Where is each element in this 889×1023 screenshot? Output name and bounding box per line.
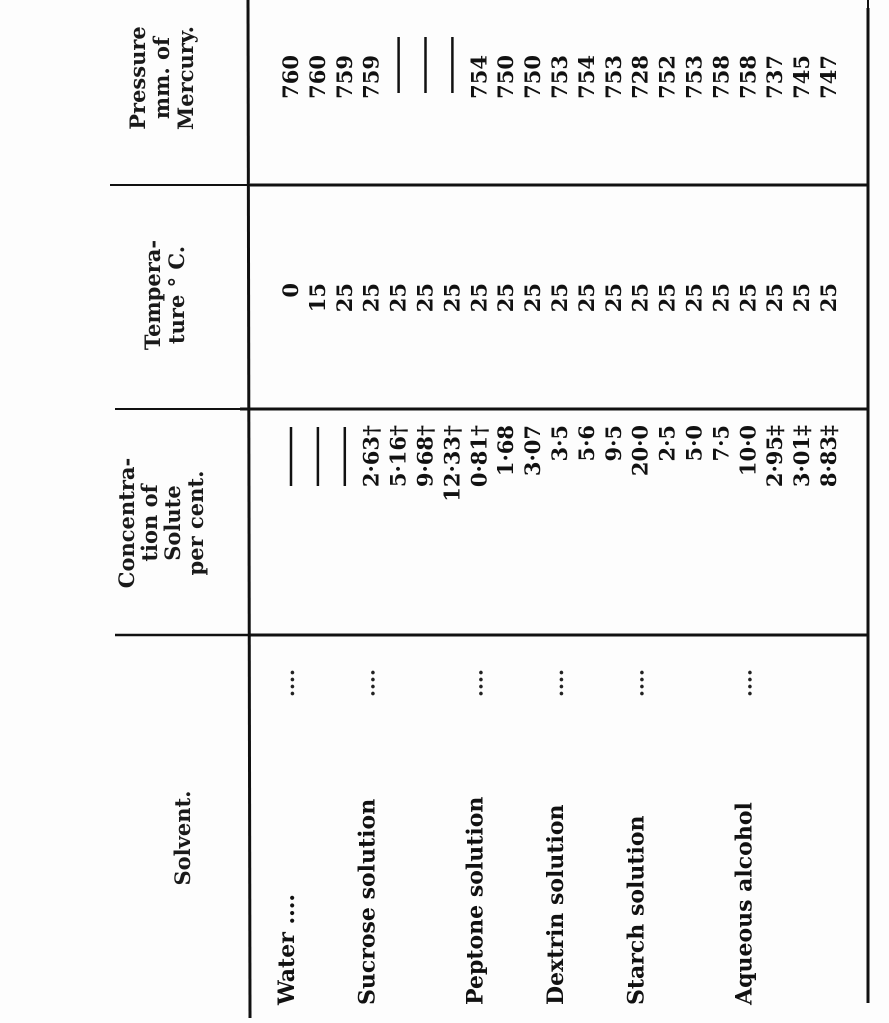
concentration-value: 3·5 [547, 425, 572, 462]
solvent-label: Peptone solution [462, 796, 489, 1005]
pressure-value: 759 [331, 55, 357, 99]
concentration-value: 2·63† [358, 425, 384, 488]
header-pressure [125, 26, 198, 130]
concentration-value: 5·16† [385, 425, 411, 488]
pressure-value: 750 [493, 55, 519, 99]
pressure-value: 759 [358, 55, 384, 99]
concentration-value: 10·0 [735, 425, 761, 477]
concentration-value: 3·07 [520, 425, 546, 477]
header-temperature [140, 240, 189, 350]
pressure-value: 753 [547, 55, 572, 99]
concentration-value: 2·95‡ [762, 425, 788, 488]
concentration-value: — [304, 433, 330, 454]
temperature-value: 25 [789, 283, 815, 313]
concentration-value: 0·81† [466, 425, 492, 488]
dot-leader: .... [463, 669, 488, 697]
temperature-value: 25 [385, 283, 411, 313]
temperature-value: 25 [816, 283, 841, 313]
temperature-value: 25 [412, 283, 438, 313]
solvent-label: Starch solution [623, 815, 650, 1005]
concentration-value: 8·83‡ [816, 425, 841, 488]
temperature-value: 25 [735, 283, 761, 313]
concentration-value: 9·68† [412, 425, 438, 488]
temperature-value: 25 [654, 283, 680, 313]
concentration-value: 2·5 [654, 425, 680, 462]
header-concentration-line: per cent. [183, 470, 208, 576]
dot-leader: .... [275, 669, 299, 697]
pressure-value: 753 [681, 55, 707, 99]
pressure-value: 758 [708, 55, 734, 99]
header-pressure-line: Mercury. [173, 26, 198, 130]
solvent-label: Dextrin solution [543, 804, 569, 1005]
pressure-value: 747 [816, 55, 841, 99]
temperature-value: 25 [358, 283, 384, 313]
concentration-value: 9·5 [600, 425, 626, 462]
pressure-value: — [385, 55, 411, 76]
temperature-value: 25 [493, 283, 519, 313]
concentration-value: 7·5 [708, 425, 734, 462]
dot-leader: .... [355, 669, 380, 697]
header-concentration [114, 458, 208, 589]
header-temperature-line: ture ° C. [164, 245, 189, 345]
temperature-value: 25 [466, 283, 492, 313]
temperature-value: 25 [600, 283, 626, 313]
temperature-value: 0 [278, 283, 303, 298]
dot-leader: .... [732, 669, 757, 697]
concentration-value: 5·0 [681, 425, 707, 462]
temperature-value: 25 [573, 283, 599, 313]
header-pressure-line: Pressure [125, 26, 150, 130]
pressure-value: — [412, 55, 438, 76]
header-pressure-line: mm. of [149, 36, 174, 120]
table-body [274, 37, 841, 1006]
dot-leader: .... [624, 669, 649, 697]
temperature-value: 25 [681, 283, 707, 313]
header-rule [248, 0, 250, 1018]
pressure-value: 750 [520, 55, 546, 99]
header-temperature-line: Tempera- [140, 239, 165, 351]
header-concentration-line: Solute [160, 485, 185, 561]
pressure-value: 745 [789, 55, 815, 99]
concentration-value: 20·0 [627, 425, 653, 477]
pressure-value: 758 [735, 55, 761, 99]
concentration-value: 1·68 [493, 425, 519, 477]
pressure-value: 737 [762, 55, 788, 99]
concentration-value: 5·6 [573, 425, 599, 462]
pressure-value: — [439, 55, 465, 76]
pressure-value: 760 [278, 55, 303, 99]
table-content [110, 0, 868, 1018]
pressure-value: 760 [304, 55, 330, 99]
temperature-value: 15 [304, 283, 330, 313]
header-concentration-line: tion of [137, 484, 162, 562]
temperature-value: 25 [762, 283, 788, 313]
solvent-label: Water .... [274, 893, 300, 1005]
temperature-value: 25 [708, 283, 734, 313]
temperature-value: 25 [331, 283, 357, 313]
solvent-label: Sucrose solution [354, 798, 381, 1005]
concentration-value: 3·01‡ [789, 425, 815, 488]
pressure-value: 753 [600, 55, 626, 99]
header-solvent: Solvent. [170, 790, 195, 886]
concentration-value: — [278, 433, 303, 454]
concentration-value: — [331, 433, 357, 454]
pressure-value: 754 [573, 55, 599, 99]
temperature-value: 25 [439, 283, 465, 313]
pressure-value: 754 [466, 55, 492, 99]
pressure-value: 728 [627, 55, 653, 99]
concentration-value: 12·33† [439, 425, 465, 502]
header-concentration-line: Concentra- [114, 457, 139, 589]
dot-leader: .... [544, 669, 568, 697]
pressure-value: 752 [654, 55, 680, 99]
temperature-value: 25 [547, 283, 572, 313]
temperature-value: 25 [520, 283, 546, 313]
solvent-label: Aqueous alcohol [731, 802, 758, 1005]
temperature-value: 25 [627, 283, 653, 313]
